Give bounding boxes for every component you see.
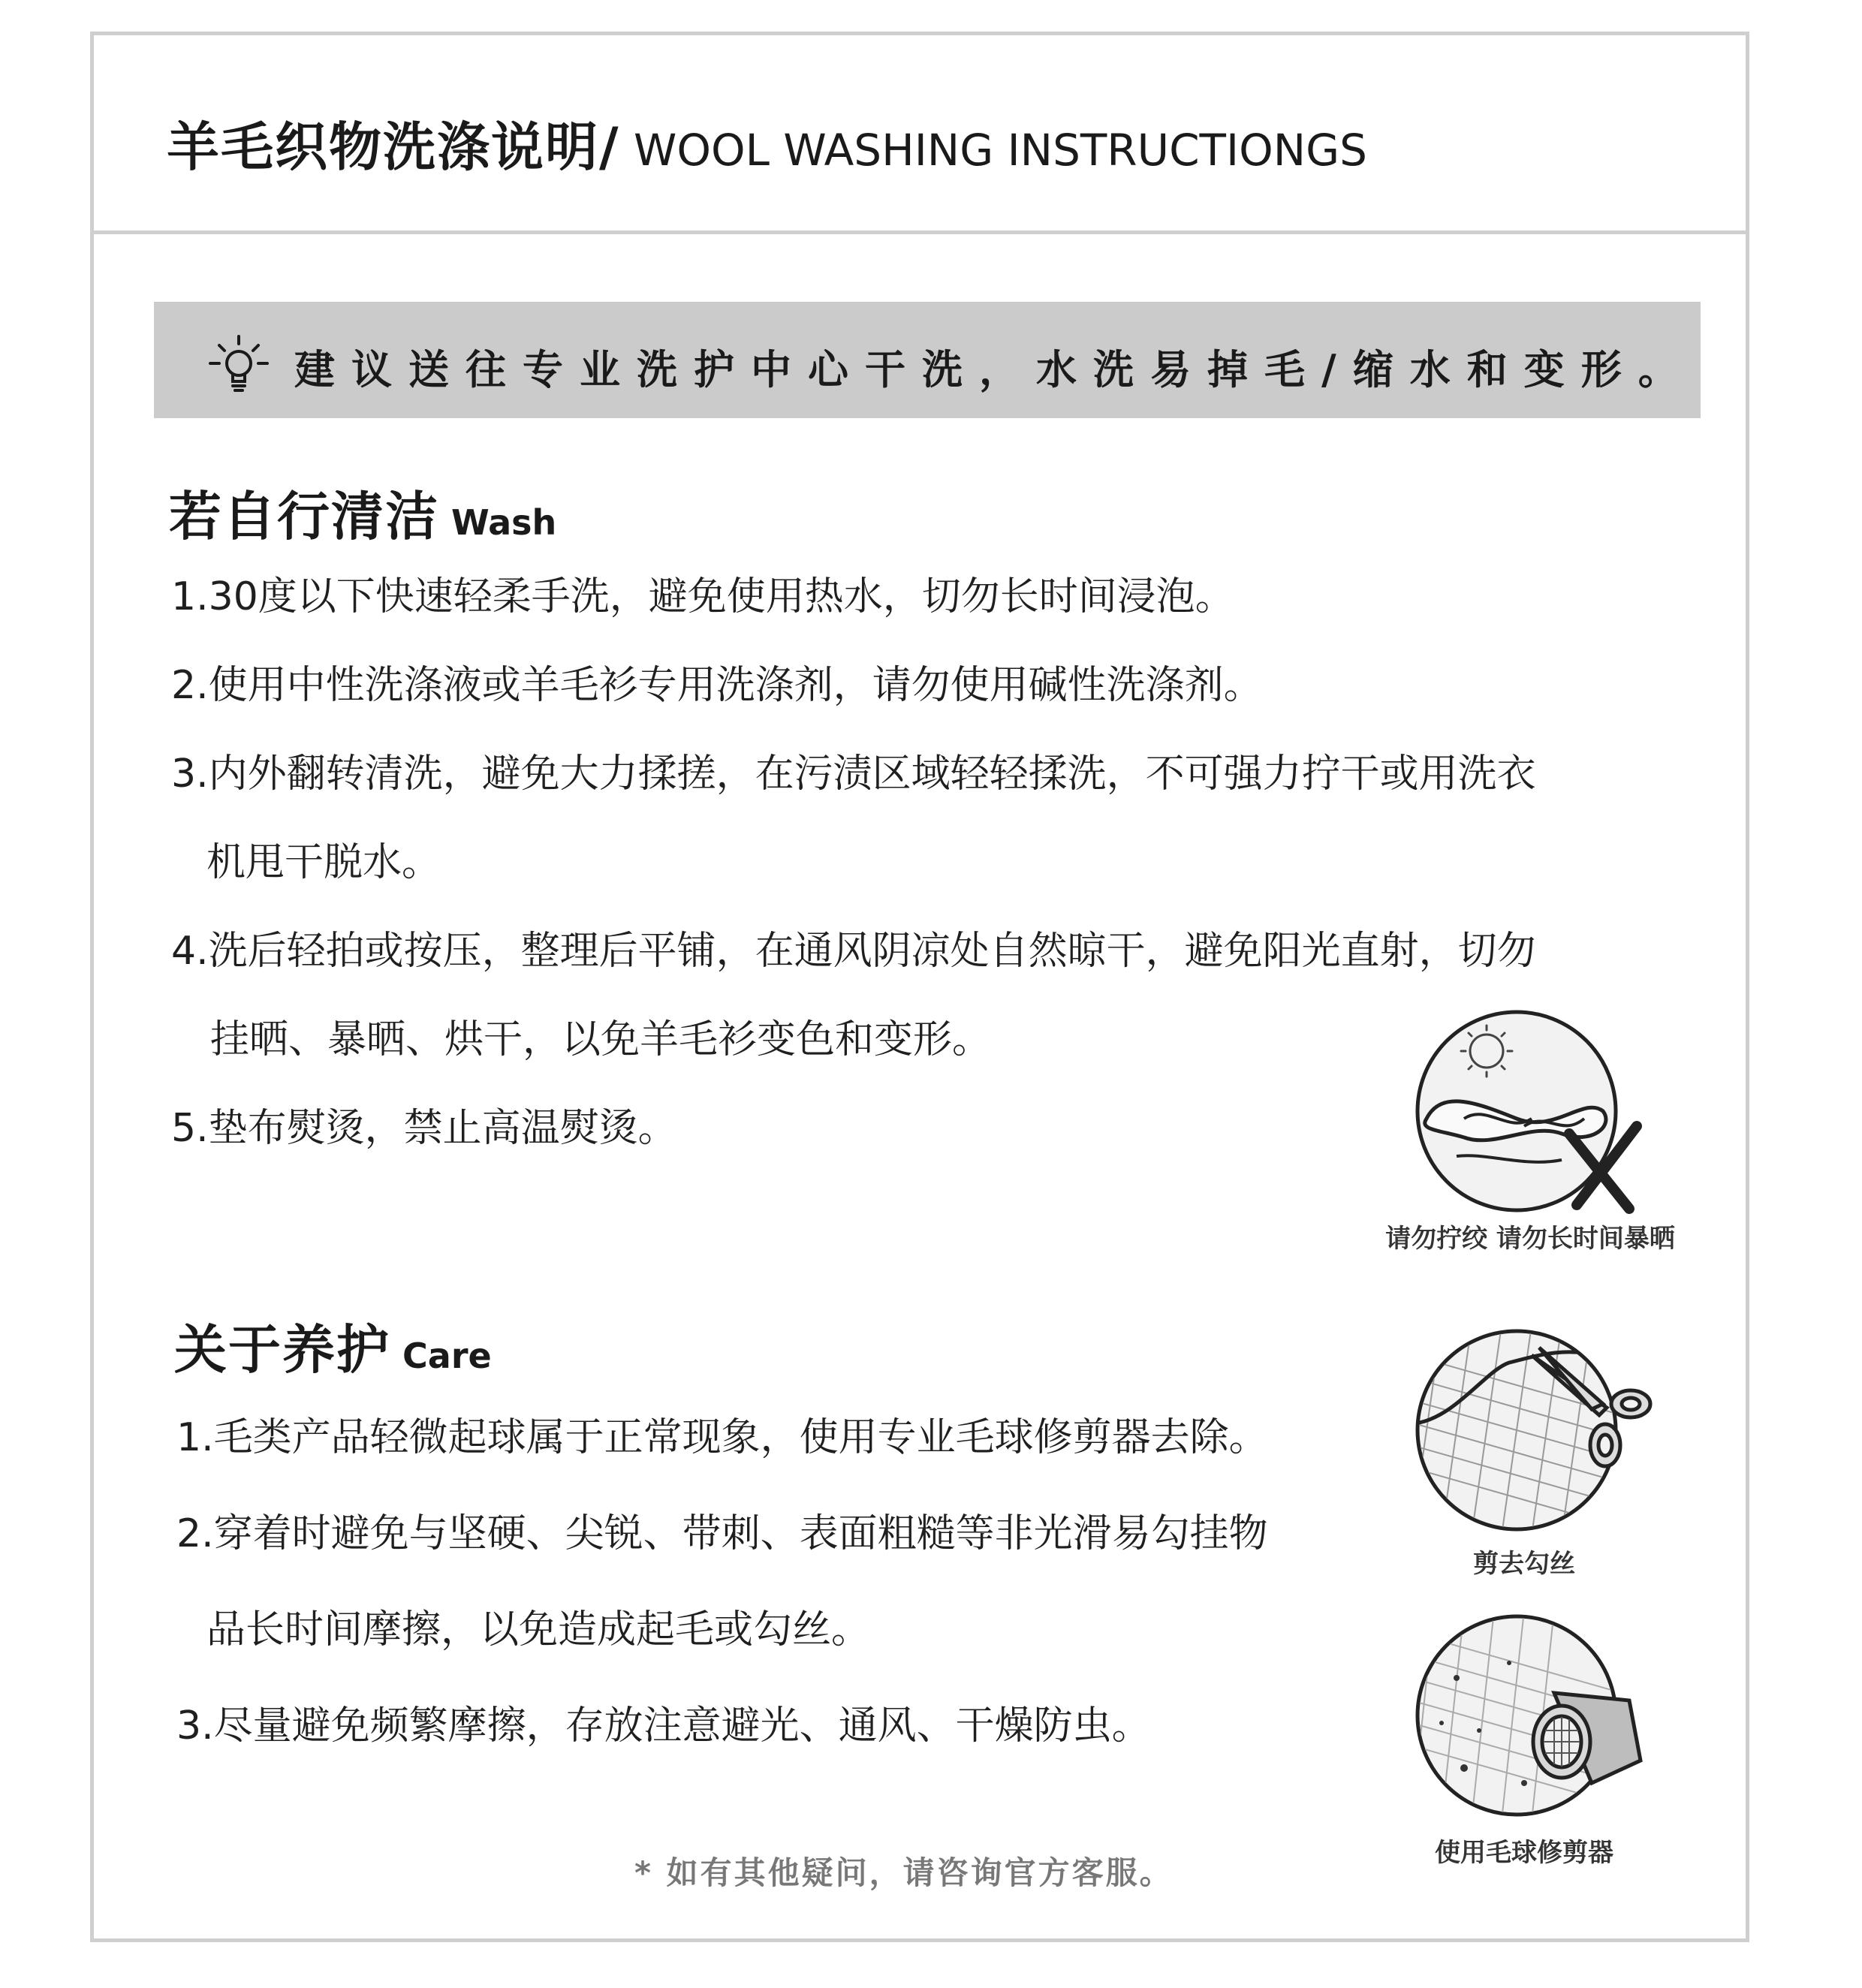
footer-note: * 如有其他疑问，请咨询官方客服。 bbox=[634, 1854, 1174, 1891]
caption-no-wring-no-sun: 请勿拧绞 请勿长时间暴晒 bbox=[1385, 1224, 1675, 1254]
wash-line-1: 1.30度以下快速轻柔手洗，避免使用热水，切勿长时间浸泡。 bbox=[171, 574, 1234, 619]
care-line-1: 1.毛类产品轻微起球属于正常现象，使用专业毛球修剪器去除。 bbox=[176, 1415, 1268, 1460]
wash-title-en: Wash bbox=[439, 502, 557, 543]
lightbulb-icon bbox=[203, 329, 275, 401]
wash-line-5: 5.垫布熨烫，禁止高温熨烫。 bbox=[171, 1106, 677, 1151]
wash-line-4: 4.洗后轻拍或按压，整理后平铺，在通风阴凉处自然晾干，避免阳光直射，切勿 bbox=[171, 929, 1536, 974]
title-cn: 羊毛织物洗涤说明/ bbox=[167, 116, 620, 178]
no-wring-no-sun-icon bbox=[1412, 1006, 1667, 1231]
title-en: WOOL WASHING INSTRUCTIONGS bbox=[619, 125, 1367, 176]
care-line-3: 3.尽量避免频繁摩擦，存放注意避光、通风、干燥防虫。 bbox=[176, 1703, 1151, 1749]
care-section-title bbox=[174, 1308, 492, 1384]
advice-text: 建议送往专业洗护中心干洗，水洗易掉毛/缩水和变形。 bbox=[294, 346, 1695, 393]
wash-line-3: 3.内外翻转清洗，避免大力揉搓，在污渍区域轻轻揉洗，不可强力拧干或用洗衣 bbox=[171, 752, 1536, 797]
wash-section-title bbox=[169, 474, 556, 550]
page-title bbox=[167, 105, 1367, 181]
care-title-en: Care bbox=[390, 1336, 492, 1376]
wash-line-2: 2.使用中性洗涤液或羊毛衫专用洗涤剂，请勿使用碱性洗涤剂。 bbox=[171, 663, 1263, 708]
care-title-cn: 关于养护 bbox=[174, 1319, 390, 1381]
caption-lint-shaver: 使用毛球修剪器 bbox=[1435, 1838, 1613, 1868]
header-divider bbox=[90, 230, 1749, 234]
care-line-2: 2.穿着时避免与坚硬、尖锐、带刺、表面粗糙等非光滑易勾挂物 bbox=[176, 1511, 1268, 1556]
caption-cut-snag: 剪去勾丝 bbox=[1473, 1549, 1575, 1579]
wash-title-cn: 若自行清洁 bbox=[169, 486, 439, 547]
wash-line-4-cont: 挂晒、暴晒、烘干，以免羊毛衫变色和变形。 bbox=[210, 1017, 992, 1062]
lint-shaver-icon bbox=[1412, 1610, 1667, 1828]
care-line-2-cont: 品长时间摩擦，以免造成起毛或勾丝。 bbox=[206, 1607, 871, 1652]
scissors-cut-snag-icon bbox=[1412, 1325, 1667, 1543]
wash-line-3-cont: 机甩干脱水。 bbox=[206, 840, 441, 885]
